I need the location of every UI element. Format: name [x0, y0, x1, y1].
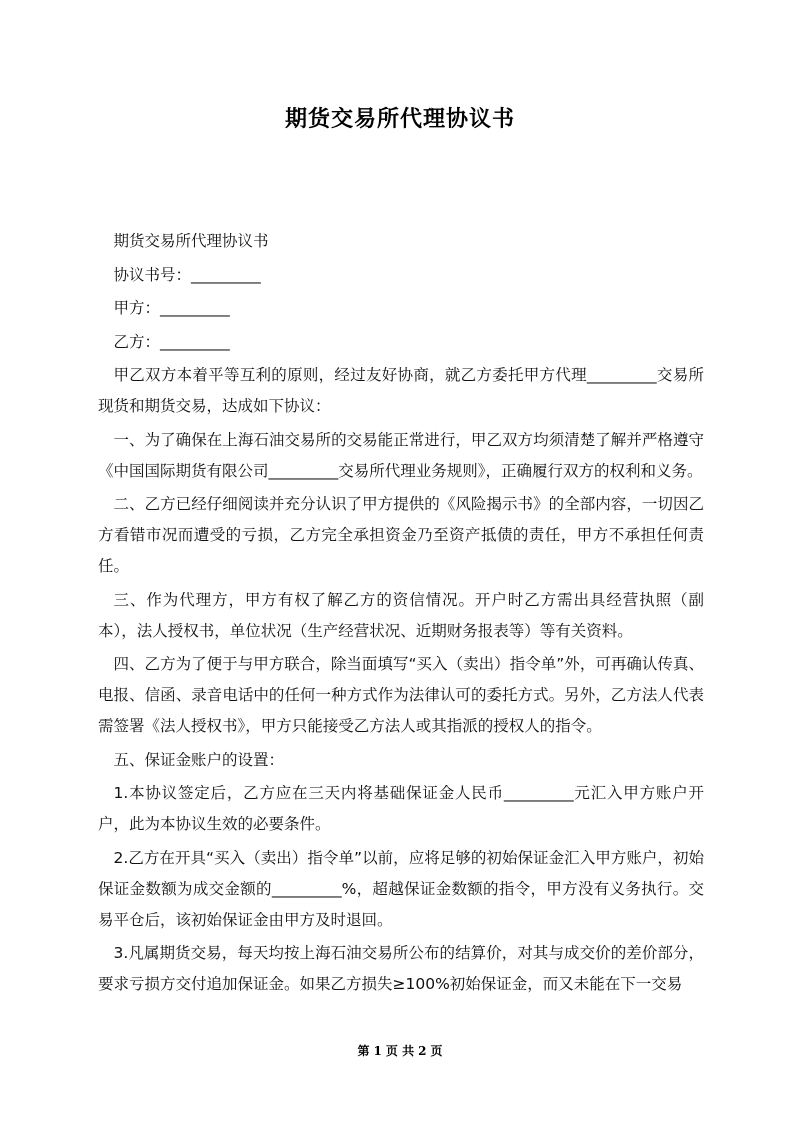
paragraph-party-b: 乙方：_________: [113, 332, 230, 351]
footer-suffix: 页: [430, 1044, 443, 1058]
paragraph-heading: 期货交易所代理协议书: [113, 232, 269, 250]
footer-prefix: 第: [357, 1044, 370, 1058]
paragraph-clause-5-2: 2.乙方在开具“买入（卖出）指令单”以前，应将足够的初始保证金汇入甲方账户，初始保证金数额为成交金额的_________%，超越保证金数额的指令，甲方没有义务执行。交易平仓后，该初始保证金由甲方及时退回。: [98, 848, 704, 929]
paragraph-clause-4: 四、乙方为了便于与甲方联合，除当面填写“买入（卖出）指令单”外，可再确认传真、电报、信函、录音电话中的任何一种方式作为法律认可的委托方式。另外，乙方法人代表需签署《法人授权书》，甲方只能接受乙方法人或其指派的授权人的指令。: [98, 655, 704, 735]
paragraph-preamble: 甲乙双方本着平等互利的原则，经过友好协商，就乙方委托甲方代理_________交易所现货和期货交易，达成如下协议：: [98, 366, 704, 415]
paragraph-clause-5: 五、保证金账户的设置：: [113, 750, 285, 769]
footer-page-current: 1: [373, 1044, 382, 1058]
paragraph-clause-3: 三、作为代理方，甲方有权了解乙方的资信情况。开户时乙方需出具经营执照（副本），法人授权书，单位状况（生产经营状况、近期财务报表等）等有关资料。: [98, 590, 704, 640]
paragraph-agreement-number: 协议书号：_________: [113, 265, 261, 284]
paragraph-clause-1: 一、为了确保在上海石油交易所的交易能正常进行，甲乙双方均须清楚了解并严格遵守《中国国际期货有限公司_________交易所代理业务规则》，正确履行双方的权利和义务。: [98, 430, 704, 480]
page-footer: [0, 1042, 800, 1059]
document-body: [98, 226, 704, 1003]
paragraph-clause-2: 二、乙方已经仔细阅读并充分认识了甲方提供的《风险揭示书》的全部内容，一切因乙方看错市况而遭受的亏损，乙方完全承担资金乃至资产抵债的责任，甲方不承担任何责任。: [98, 495, 704, 575]
paragraph-party-a: 甲方：_________: [113, 299, 230, 317]
paragraph-clause-5-3: 3.凡属期货交易，每天均按上海石油交易所公布的结算价，对其与成交价的差价部分，要求亏损方交付追加保证金。如果乙方损失≥100%初始保证金，而又未能在下一交易: [98, 944, 704, 993]
footer-page-total: 2: [418, 1044, 427, 1058]
footer-mid: 页 共: [385, 1044, 415, 1058]
paragraph-clause-5-1: 1.本协议签定后，乙方应在三天内将基础保证金人民币_________元汇入甲方账户开户，此为本协议生效的必要条件。: [98, 784, 704, 833]
document-title: 期货交易所代理协议书: [284, 107, 515, 132]
